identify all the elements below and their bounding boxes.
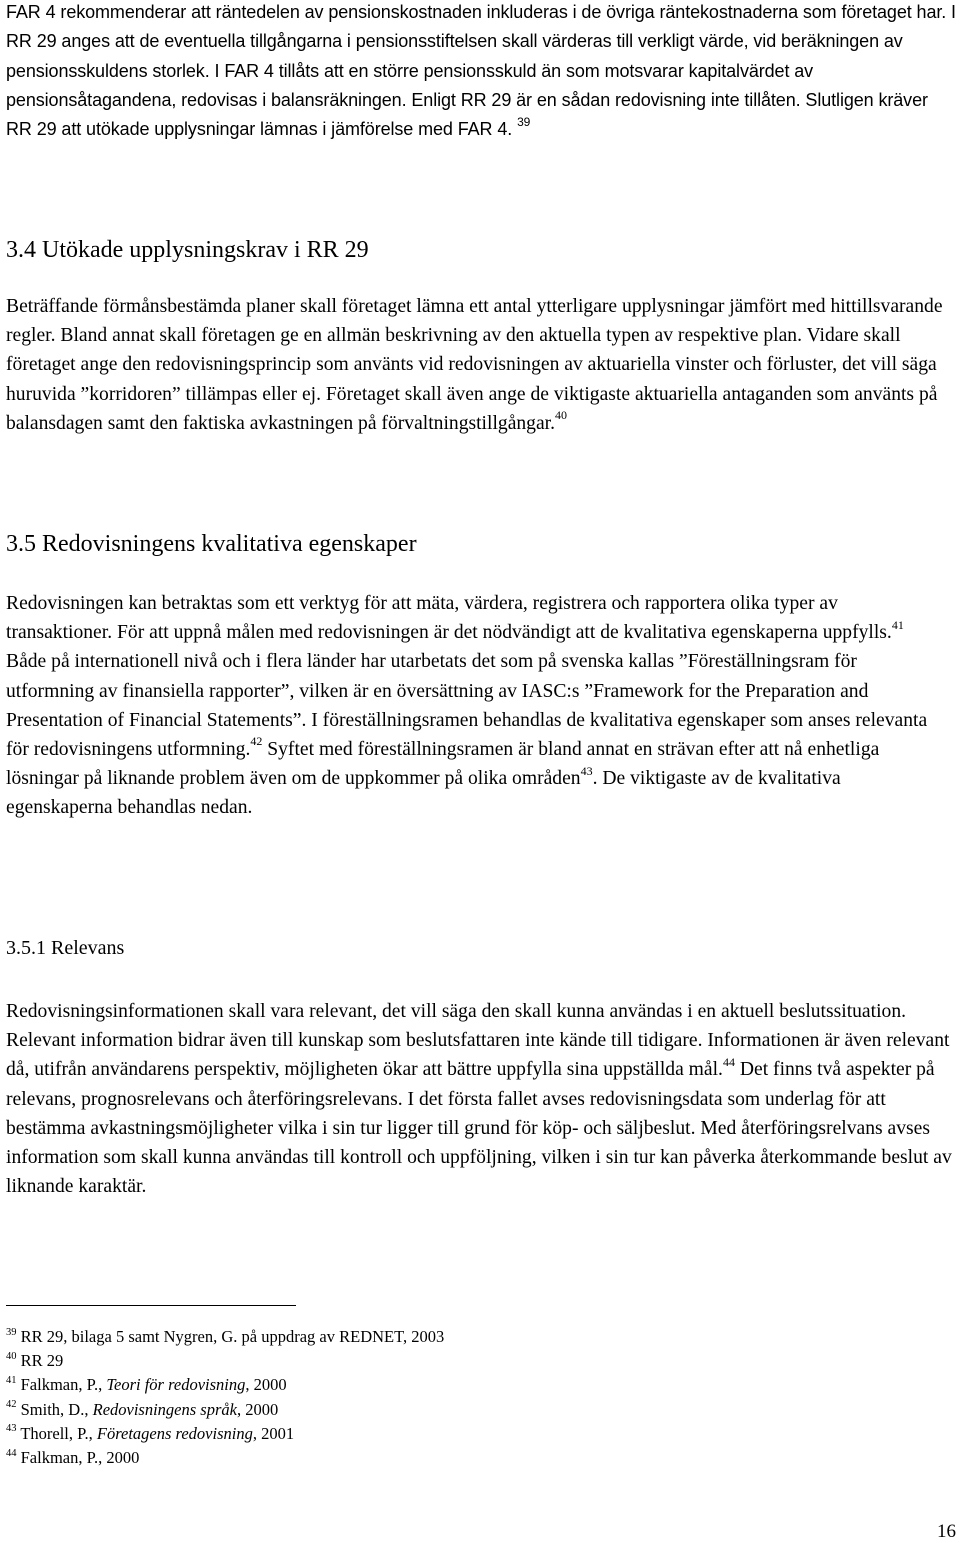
footnote-42: $^{42}$ Smith, D., Redovisningens språk, 2000 xyxy=(6,1399,279,1419)
paragraph-kvalitativa-egenskaper: Redovisningen kan betraktas som ett verktyg för att mäta, värdera, registrera och rapportera olika typer av transaktioner. För att uppnå målen med redovisningen är det nödvändigt att de kvalitativa egenskaperna uppfylls.$^{41}$ Både på internationell nivå och i flera länder har utarbetats det som på svenska kallas ”Föreställningsram för utformning av finansiella rapporter”, vilken är en översättning av IASC:s ”Framework for the Preparation and Presentation of Financial Statements”. I föreställningsramen behandlas de kvalitativa egenskaper som anses relevanta för redovisningens utformning.$^{42}$ Syftet med föreställningsramen är bland annat en strävan efter att nå enhetliga lösningar på liknande problem även om de uppkommer på olika områden$^{43}$. De viktigaste av de kvalitativa egenskaperna behandlas nedan. xyxy=(6,593,928,819)
footnotes xyxy=(6,1325,706,1470)
page-number: 16 xyxy=(937,1521,956,1542)
footnote-separator xyxy=(6,1305,296,1306)
section-heading-3-4: 3.4 Utökade upplysningskrav i RR 29 xyxy=(6,237,369,263)
footnote-43: $^{43}$ Thorell, P., Företagens redovisning, 2001 xyxy=(6,1423,295,1443)
footnote-39: $^{39}$ RR 29, bilaga 5 samt Nygren, G. på uppdrag av REDNET, 2003 xyxy=(6,1326,445,1346)
footnote-ref-40: 40 xyxy=(555,408,568,423)
section-heading-3-5-1: 3.5.1 Relevans xyxy=(6,937,125,959)
paragraph-upplysningskrav: Beträffande förmånsbestämda planer skall företaget lämna ett antal ytterligare upplysningar jämfört med hittillsvarande regler. Bland annat skall företagen ge en allmän beskrivning av den aktuella typen av respektive plan. Vidare skall företaget ange den redovisningsprincip som använts vid redovisningen av aktuariella vinster och förluster, det vill säga huruvida ”korridoren” tillämpas eller ej. Företaget skall även ange de viktigaste aktuariella antaganden som använts på balansdagen samt den faktiska avkastningen på förvaltningstillgångar.$^{40}$ xyxy=(6,296,943,434)
section-heading-3-5: 3.5 Redovisningens kvalitativa egenskaper xyxy=(6,531,417,557)
footnote-40: $^{40}$ RR 29 xyxy=(6,1350,64,1371)
footnote-ref-42: 42 xyxy=(250,734,263,749)
paragraph-far4-comparison: FAR 4 rekommenderar att räntedelen av pensionskostnaden inkluderas i de övriga räntekostnaderna som företaget har. I RR 29 anges att de eventuella tillgångarna i pensionsstiftelsen skall värderas till verkligt värde, vid beräkningen av pensionsskuldens storlek. I FAR 4 tillåts att en större pensionsskuld än som motsvarar kapitalvärdet av pensionsåtagandena, redovisas i balansräkningen. Enligt RR 29 är en sådan redovisning inte tillåten. Slutligen kräver RR 29 att utökade upplysningar lämnas i jämförelse med FAR 4. $^{39}$ xyxy=(6,2,956,140)
footnote-41: $^{41}$ Falkman, P., Teori för redovisning, 2000 xyxy=(6,1374,287,1395)
footnote-ref-43: 43 xyxy=(580,763,593,778)
footnote-ref-44: 44 xyxy=(722,1054,735,1069)
footnote-ref-41: 41 xyxy=(891,617,904,632)
footnote-44: $^{44}$ Falkman, P., 2000 xyxy=(6,1447,140,1468)
paragraph-relevans: Redovisningsinformationen skall vara relevant, det vill säga den skall kunna användas i en aktuell beslutssituation. Relevant information bidrar även till kunskap som beslutsfattaren inte kände till tidigare. Informationen är även relevant då, utifrån användarens perspektiv, möjligheten ökar att bättre uppfylla sina uppställda mål.$^{44}$ Det finns två aspekter på relevans, prognosrelevans och återföringsrelevans. I det första fallet avses redovisningsdata som underlag för att bestämma avkastningsmöjligheter vilka i sin tur ligger till grund för köp- och säljbeslut. Med återföringsrelvans avses information som skall kunna användas till kontroll och uppföljning, vilken i sin tur kan påverka återkommande beslut av liknande karaktär. xyxy=(6,1001,952,1198)
footnote-ref-39: 39 xyxy=(517,115,531,130)
